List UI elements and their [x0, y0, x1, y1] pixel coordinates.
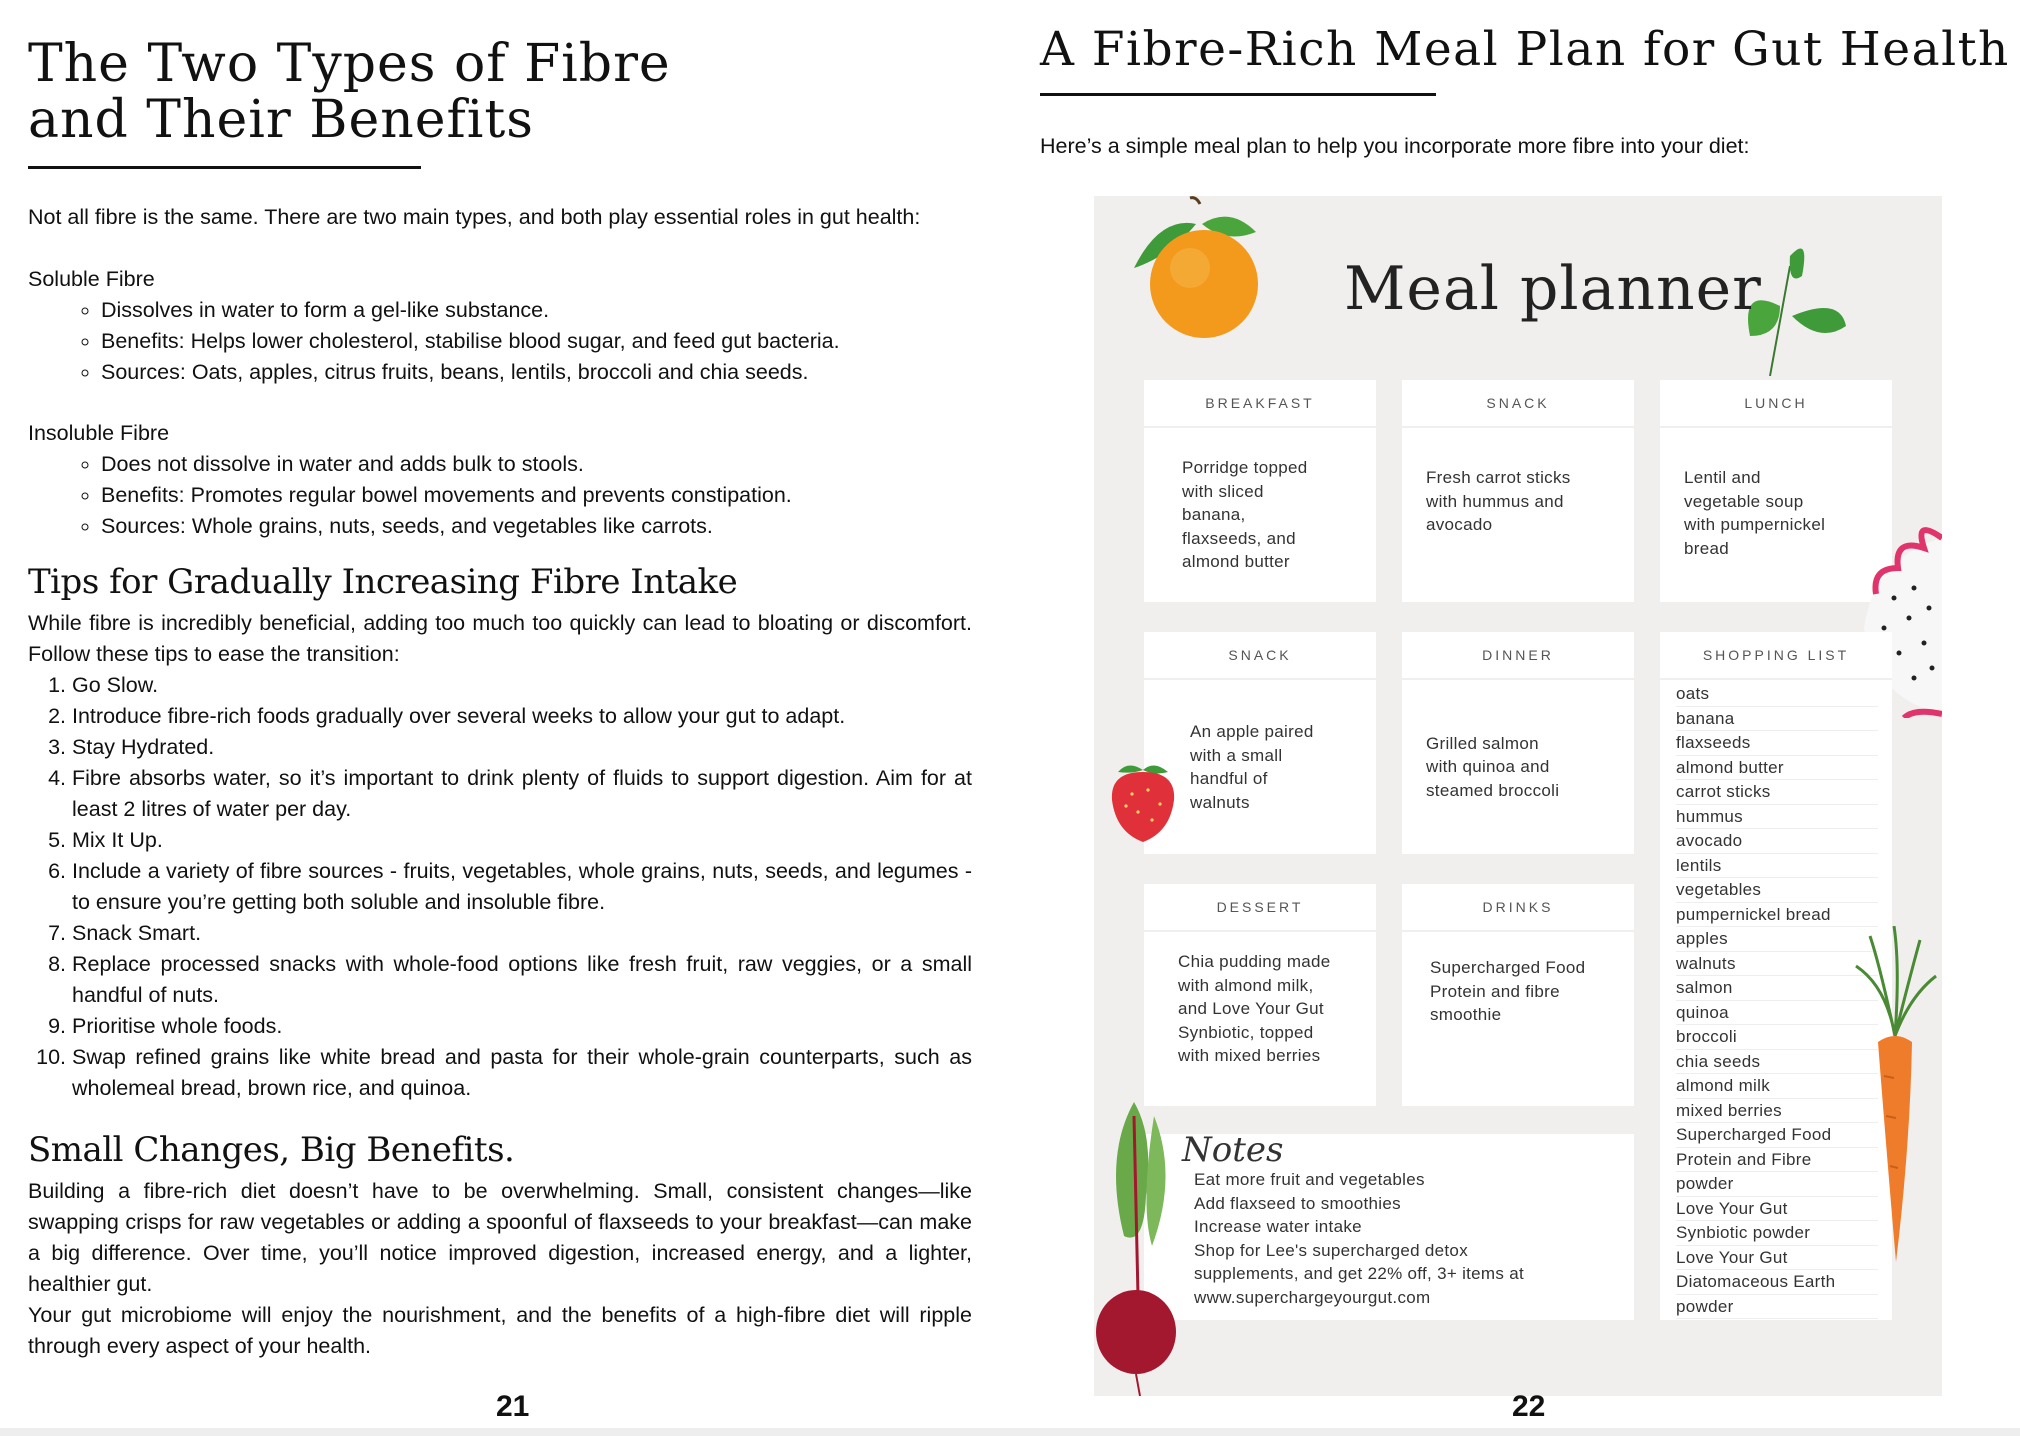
orange-icon — [1130, 196, 1260, 346]
card-body — [1144, 932, 1376, 1106]
list-item: lentils — [1676, 854, 1878, 879]
card-label: SHOPPING LIST — [1660, 632, 1892, 680]
card-label: DESSERT — [1144, 884, 1376, 932]
card-text: Fresh carrot sticks with hummus and avocado — [1426, 468, 1571, 534]
card-text: Grilled salmon with quinoa and steamed broccoli — [1426, 733, 1560, 800]
list-item: Increase water intake — [1194, 1217, 1362, 1236]
card-body — [1144, 680, 1376, 854]
drinks-card — [1402, 884, 1634, 1106]
intro-paragraph: Not all fibre is the same. There are two main types, and both play essential roles in gut health: — [28, 205, 921, 229]
bottom-strip — [0, 1428, 2020, 1436]
list-item: salmon — [1676, 976, 1878, 1001]
small-changes-heading: Small Changes, Big Benefits. — [28, 1130, 515, 1170]
carrot-icon — [1850, 926, 1940, 1266]
list-item: almond milk — [1676, 1074, 1878, 1099]
list-item: ◦ Dissolves in water to form a gel-like substance. — [101, 295, 972, 326]
list-item: Supercharged Food — [1676, 1123, 1878, 1148]
list-item: flaxseeds — [1676, 731, 1878, 756]
page-22 — [1010, 0, 2020, 1436]
list-item: Diatomaceous Earth — [1676, 1270, 1878, 1295]
list-item: mixed berries — [1676, 1099, 1878, 1124]
card-body — [1402, 680, 1634, 854]
notes-list — [1194, 1168, 1524, 1309]
snack-card-2 — [1144, 632, 1376, 854]
dinner-card — [1402, 632, 1634, 854]
list-item: ◦ Sources: Whole grains, nuts, seeds, and vegetables like carrots. — [101, 511, 972, 542]
list-item: carrot sticks — [1676, 780, 1878, 805]
list-item: broccoli — [1676, 1025, 1878, 1050]
list-item: vegetables — [1676, 878, 1878, 903]
list-item: 8. Replace processed snacks with whole-food options like fresh fruit, raw veggies, or a small handful of nuts. — [72, 949, 972, 1011]
card-label: SNACK — [1402, 380, 1634, 428]
card-body — [1402, 932, 1634, 1106]
list-item: Synbiotic powder — [1676, 1221, 1878, 1246]
card-body — [1402, 428, 1634, 602]
list-item: ◦ Does not dissolve in water and adds bulk to stools. — [101, 449, 972, 480]
card-text: Chia pudding made with almond milk, and Love Your Gut Synbiotic, topped with mixed berries — [1178, 952, 1331, 1065]
card-label: DINNER — [1402, 632, 1634, 680]
soluble-fibre-section — [28, 264, 972, 388]
list-item: Eat more fruit and vegetables — [1194, 1170, 1425, 1189]
insoluble-fibre-heading: Insoluble Fibre — [28, 421, 170, 445]
tips-intro: While fibre is incredibly beneficial, adding too much too quickly can lead to bloating or discomfort. Follow these tips to ease the transition: — [28, 611, 972, 666]
planner-title: Meal planner — [1344, 254, 1762, 324]
list-item: pumpernickel bread — [1676, 903, 1878, 928]
page-number: 21 — [496, 1390, 530, 1423]
soluble-fibre-list — [28, 295, 972, 388]
tips-section — [28, 608, 972, 1104]
list-item: ◦ Benefits: Promotes regular bowel movements and prevents constipation. — [101, 480, 972, 511]
list-item: 5. Mix It Up. — [72, 825, 972, 856]
list-item: 7. Snack Smart. — [72, 918, 972, 949]
meal-planner-image — [1094, 196, 1942, 1396]
page-title — [28, 36, 671, 148]
tips-list — [28, 670, 972, 1104]
tips-heading: Tips for Gradually Increasing Fibre Intake — [28, 562, 738, 602]
insoluble-fibre-list — [28, 449, 972, 542]
notes-heading: Notes — [1182, 1130, 1284, 1170]
list-item: 3. Stay Hydrated. — [72, 732, 972, 763]
soluble-fibre-heading: Soluble Fibre — [28, 267, 155, 291]
list-item: ◦ Benefits: Helps lower cholesterol, stabilise blood sugar, and feed gut bacteria. — [101, 326, 972, 357]
list-item: oats — [1676, 682, 1878, 707]
card-label: SNACK — [1144, 632, 1376, 680]
page-title: A Fibre-Rich Meal Plan for Gut Health — [1040, 22, 2010, 77]
list-item: powder — [1676, 1172, 1878, 1197]
list-item: hummus — [1676, 805, 1878, 830]
list-item: 4. Fibre absorbs water, so it’s important to drink plenty of fluids to support digestion. Aim for at least 2 litres of water per day. — [72, 763, 972, 825]
title-underline — [28, 166, 421, 169]
list-item: 9. Prioritise whole foods. — [72, 1011, 972, 1042]
card-label: BREAKFAST — [1144, 380, 1376, 428]
title-underline — [1040, 93, 1436, 96]
card-body — [1144, 428, 1376, 602]
list-item: Love Your Gut — [1676, 1197, 1878, 1222]
title-line-1: The Two Types of Fibre — [28, 34, 671, 94]
card-text: An apple paired with a small handful of walnuts — [1190, 722, 1314, 812]
list-item: Shop for Lee's supercharged detox — [1194, 1240, 1468, 1260]
card-label: LUNCH — [1660, 380, 1892, 428]
list-item: Protein and Fibre — [1676, 1148, 1878, 1173]
small-changes-paragraph-1: Building a fibre-rich diet doesn’t have to be overwhelming. Small, consistent changes—like swapping crisps for raw vegetables or adding a spoonful of flaxseeds to your breakfast—can make a big difference. Over time, you’ll notice improved digestion, increased energy, and a lighter, healthier gut. — [28, 1179, 972, 1296]
list-item: Add flaxseed to smoothies — [1194, 1193, 1401, 1213]
list-item: 1. Go Slow. — [72, 670, 972, 701]
list-item: 10. Swap refined grains like white bread and pasta for their whole-grain counterparts, such as wholemeal bread, brown rice, and quinoa. — [72, 1042, 972, 1104]
page-number: 22 — [1512, 1390, 1546, 1423]
list-item: almond butter — [1676, 756, 1878, 781]
breakfast-card — [1144, 380, 1376, 602]
strawberry-icon — [1108, 758, 1178, 844]
list-item: powder — [1676, 1295, 1878, 1320]
list-item: ◦ Sources: Oats, apples, citrus fruits, beans, lentils, broccoli and chia seeds. — [101, 357, 972, 388]
title-line-2: and Their Benefits — [28, 90, 534, 150]
list-item: supplements, and get 22% off, 3+ items at — [1194, 1264, 1524, 1283]
list-item: walnuts — [1676, 952, 1878, 977]
list-item: apples — [1676, 927, 1878, 952]
card-text: Lentil and vegetable soup with pumpernickel bread — [1684, 468, 1826, 558]
card-label: DRINKS — [1402, 884, 1634, 932]
list-item: Love Your Gut — [1676, 1246, 1878, 1271]
list-item: banana — [1676, 707, 1878, 732]
list-item: avocado — [1676, 829, 1878, 854]
insoluble-fibre-section — [28, 418, 972, 542]
small-changes-section — [28, 1176, 972, 1362]
list-item: quinoa — [1676, 1001, 1878, 1026]
list-item: 6. Include a variety of fibre sources - fruits, vegetables, whole grains, nuts, seeds, and legumes - to ensure you’re getting both soluble and insoluble fibre. — [72, 856, 972, 918]
snack-card — [1402, 380, 1634, 602]
small-changes-paragraph-2: Your gut microbiome will enjoy the nourishment, and the benefits of a high-fibre diet will ripple through every aspect of your health. — [28, 1303, 972, 1358]
list-item: www.superchargeyourgut.com — [1194, 1287, 1431, 1307]
beetroot-icon — [1094, 1096, 1178, 1396]
list-item: chia seeds — [1676, 1050, 1878, 1075]
card-text: Supercharged Food Protein and fibre smoothie — [1430, 958, 1586, 1024]
shopping-list — [1660, 682, 1878, 1319]
card-text: Porridge topped with sliced banana, flaxseeds, and almond butter — [1182, 458, 1308, 572]
list-item: 2. Introduce fibre-rich foods gradually over several weeks to allow your gut to adapt. — [72, 701, 972, 732]
dessert-card — [1144, 884, 1376, 1106]
intro-paragraph: Here’s a simple meal plan to help you incorporate more fibre into your diet: — [1040, 134, 1750, 158]
